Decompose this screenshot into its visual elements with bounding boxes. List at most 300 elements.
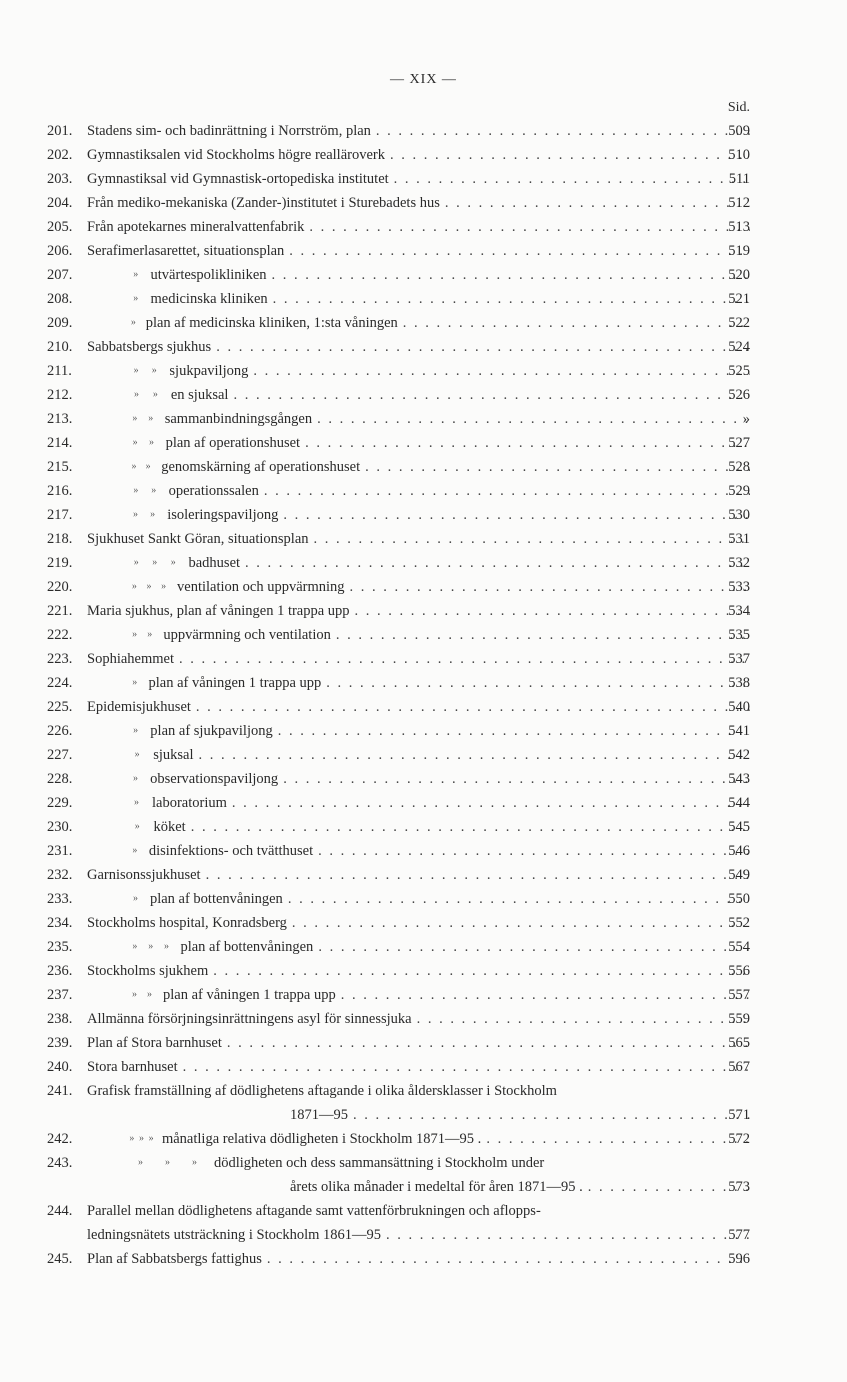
entry-content: [87, 671, 750, 695]
entry-number: 205.: [47, 219, 73, 235]
entry-number: 243.: [47, 1155, 73, 1171]
entry-number: 214.: [47, 435, 73, 451]
dot-leader: [318, 839, 750, 863]
toc-entry: [0, 311, 847, 335]
toc-entry: [0, 455, 847, 479]
entry-page: 527: [728, 435, 750, 451]
toc-entry: [0, 551, 847, 575]
toc-entry: [0, 1031, 847, 1055]
entry-title: plan af våningen 1 trappa upp: [163, 987, 336, 1003]
toc-entry-continuation: [0, 1175, 847, 1199]
toc-entry: [0, 479, 847, 503]
entry-content: [87, 1199, 750, 1223]
entry-number: 201.: [47, 123, 73, 139]
toc-entry: [0, 719, 847, 743]
entry-title: medicinska kliniken: [150, 291, 268, 307]
entry-content: [87, 215, 750, 239]
entry-number: 236.: [47, 963, 73, 979]
ditto-mark: »: [150, 509, 156, 520]
entry-title: plan af våningen 1 trappa upp: [148, 675, 322, 691]
dot-leader: [486, 1127, 750, 1151]
entry-page: 531: [728, 531, 750, 547]
toc-entry: [0, 1055, 847, 1079]
dot-leader: [179, 647, 750, 671]
ditto-mark: »: [152, 557, 158, 568]
entry-content: [87, 911, 750, 935]
ditto-mark: »: [133, 269, 139, 280]
entry-title: en sjuksal: [170, 387, 229, 403]
entry-content: [87, 119, 750, 143]
entry-number: 215.: [47, 459, 73, 475]
toc-entry: [0, 215, 847, 239]
entry-number: 216.: [47, 483, 73, 499]
dot-leader: [273, 287, 750, 311]
entry-number: 207.: [47, 267, 73, 283]
dot-leader: [317, 407, 750, 431]
toc-entry: [0, 743, 847, 767]
toc-entry: [0, 575, 847, 599]
dot-leader: [350, 575, 750, 599]
entry-content: [87, 959, 750, 983]
dot-leader: [445, 191, 750, 215]
toc-entry-continuation: [0, 1103, 847, 1127]
entry-title: observationspaviljong: [150, 771, 279, 787]
dot-leader: [191, 815, 750, 839]
entry-content: [87, 647, 750, 671]
entry-title: Grafisk framställning af dödlighetens aftagande i olika åldersklasser i Stockholm: [87, 1083, 557, 1099]
entry-title: Stockholms hospital, Konradsberg: [87, 915, 287, 931]
dot-leader: [386, 1223, 750, 1247]
entry-number: 203.: [47, 171, 73, 187]
entry-content: [87, 767, 750, 791]
entry-title: utvärtespolikliniken: [150, 267, 267, 283]
entry-title: Gymnastiksalen vid Stockholms högre realläroverk: [87, 147, 385, 163]
dot-leader: [216, 335, 750, 359]
toc-entry: [0, 431, 847, 455]
toc-entry: [0, 191, 847, 215]
ditto-mark: »: [148, 941, 154, 952]
entry-number: 206.: [47, 243, 73, 259]
entry-content: [87, 887, 750, 911]
entry-page: 532: [728, 555, 750, 571]
entry-title: plan af bottenvåningen: [149, 891, 283, 907]
toc-entry: [0, 887, 847, 911]
entry-number: 227.: [47, 747, 73, 763]
entry-page: 538: [728, 675, 750, 691]
entry-title: Garnisonssjukhuset: [87, 867, 201, 883]
entry-page: 557: [728, 987, 750, 1003]
entry-title: Plan af Stora barnhuset: [87, 1035, 222, 1051]
entry-title: Allmänna försörjningsinrättningens asyl för sinnessjuka: [87, 1011, 412, 1027]
dot-leader: [206, 863, 750, 887]
toc-entry: [0, 1151, 847, 1175]
dot-leader: [213, 959, 750, 983]
entry-page: 530: [728, 507, 750, 523]
dot-leader: [292, 911, 750, 935]
entry-number: 218.: [47, 531, 73, 547]
entry-title: plan af operationshuset: [165, 435, 301, 451]
entry-content: [87, 599, 750, 623]
entry-title: Parallel mellan dödlighetens aftagande samt vattenförbrukningen och aflopps-: [87, 1203, 541, 1219]
dot-leader: [417, 1007, 750, 1031]
entry-title: Epidemisjukhuset: [87, 699, 191, 715]
entry-title: uppvärmning och ventilation: [163, 627, 331, 643]
entry-number: 226.: [47, 723, 73, 739]
dot-leader: [326, 671, 750, 695]
dot-leader: [232, 791, 750, 815]
entry-content: [87, 455, 750, 479]
entry-title: månatliga relativa dödligheten i Stockholm 1871—95 .: [161, 1131, 482, 1147]
toc-entry: [0, 695, 847, 719]
toc-entry: [0, 167, 847, 191]
toc-entry: [0, 815, 847, 839]
entry-number: 238.: [47, 1011, 73, 1027]
entry-page: 537: [728, 651, 750, 667]
entry-title-continuation: ledningsnätets utsträckning i Stockholm 1861—95: [87, 1227, 382, 1243]
entry-page: 534: [728, 603, 750, 619]
entry-title: badhuset: [188, 555, 241, 571]
ditto-mark: »: [145, 461, 151, 472]
ditto-mark: »: [151, 365, 157, 376]
dot-leader: [341, 983, 750, 1007]
entry-title: Stockholms sjukhem: [87, 963, 209, 979]
entry-content: [87, 311, 750, 335]
toc-entry: [0, 1199, 847, 1223]
entry-content: [87, 263, 750, 287]
entry-content: [87, 359, 750, 383]
toc-entry: [0, 839, 847, 863]
entry-page: 573: [728, 1179, 750, 1195]
entry-title: Plan af Sabbatsbergs fattighus: [87, 1251, 262, 1267]
toc-entry: [0, 407, 847, 431]
entry-number: 204.: [47, 195, 73, 211]
entry-number: 231.: [47, 843, 73, 859]
toc-entry: [0, 983, 847, 1007]
entry-number: 202.: [47, 147, 73, 163]
entry-number: 217.: [47, 507, 73, 523]
entry-page: 546: [728, 843, 750, 859]
toc-entry: [0, 647, 847, 671]
entry-content: [87, 623, 750, 647]
entry-number: 222.: [47, 627, 73, 643]
entry-page: 543: [728, 771, 750, 787]
entry-content: [87, 383, 750, 407]
dot-leader: [365, 455, 750, 479]
dot-leader: [314, 527, 750, 551]
entry-title: Från mediko-mekaniska (Zander-)institutet i Sturebadets hus: [87, 195, 440, 211]
entry-page: 535: [728, 627, 750, 643]
entry-content: [87, 287, 750, 311]
entry-page: 565: [728, 1035, 750, 1051]
entry-content: [87, 1079, 750, 1103]
dot-leader: [305, 431, 750, 455]
entry-content: [87, 1223, 750, 1247]
ditto-mark: »: [165, 1157, 170, 1168]
entry-page: 554: [728, 939, 750, 955]
entry-content: [87, 479, 750, 503]
toc-entry: [0, 503, 847, 527]
entry-page: 559: [728, 1011, 750, 1027]
ditto-mark: »: [147, 629, 153, 640]
ditto-mark: »: [147, 989, 152, 1000]
entry-page: 544: [728, 795, 750, 811]
toc-entry: [0, 1079, 847, 1103]
ditto-mark: »: [132, 893, 138, 904]
entry-title: sjuksal: [153, 747, 194, 763]
entry-page: 549: [728, 867, 750, 883]
ditto-mark: »: [132, 413, 138, 424]
ditto-mark: »: [130, 317, 136, 328]
entry-content: [290, 1103, 750, 1127]
entry-title: Maria sjukhus, plan af våningen 1 trappa upp: [87, 603, 350, 619]
entry-title: Sjukhuset Sankt Göran, situationsplan: [87, 531, 309, 547]
entry-content: [87, 935, 750, 959]
entry-number: 245.: [47, 1251, 73, 1267]
entry-page: 572: [728, 1131, 750, 1147]
toc-entry: [0, 1247, 847, 1271]
entry-title-continuation: årets olika månader i medeltal för åren 1871—95 .: [290, 1179, 583, 1195]
ditto-mark: »: [133, 557, 139, 568]
entry-page: 533: [728, 579, 750, 595]
entry-title: Serafimerlasarettet, situationsplan: [87, 243, 285, 259]
toc-entry: [0, 143, 847, 167]
entry-content: [87, 815, 750, 839]
dot-leader: [267, 1247, 750, 1271]
ditto-mark: »: [131, 581, 137, 592]
entry-number: 239.: [47, 1035, 73, 1051]
entry-title: Stora barnhuset: [87, 1059, 178, 1075]
dot-leader: [288, 887, 750, 911]
dot-leader: [253, 359, 750, 383]
dot-leader: [289, 239, 750, 263]
entry-content: [87, 719, 750, 743]
toc-entry: [0, 239, 847, 263]
toc-entry: [0, 623, 847, 647]
entry-title: disinfektions- och tvätthuset: [148, 843, 314, 859]
dot-leader: [283, 767, 750, 791]
page-number: — XIX —: [390, 72, 457, 87]
entry-page: 567: [728, 1059, 750, 1075]
entry-page: 525: [728, 363, 750, 379]
toc-entry: [0, 1127, 847, 1151]
toc-entry: [0, 911, 847, 935]
entry-content: [87, 431, 750, 455]
toc-entry: [0, 263, 847, 287]
dot-leader: [403, 311, 750, 335]
entry-page: 520: [728, 267, 750, 283]
ditto-mark: »: [192, 1157, 197, 1168]
entry-title: plan af bottenvåningen: [180, 939, 314, 955]
ditto-mark: »: [134, 749, 140, 760]
entry-number: 235.: [47, 939, 73, 955]
ditto-mark: »: [133, 773, 139, 784]
entry-content: [87, 575, 750, 599]
entry-page: 528: [728, 459, 750, 475]
dot-leader: [278, 719, 750, 743]
entry-number: 230.: [47, 819, 73, 835]
entry-number: 240.: [47, 1059, 73, 1075]
entry-page: »: [742, 411, 750, 427]
entry-title: ventilation och uppvärmning: [177, 579, 345, 595]
entry-content: [87, 1151, 750, 1175]
ditto-mark: »: [134, 821, 140, 832]
dot-leader: [245, 551, 750, 575]
entry-title: Sabbatsbergs sjukhus: [87, 339, 212, 355]
entry-page: 510: [728, 147, 750, 163]
ditto-mark: »: [148, 1133, 154, 1144]
toc-entry: [0, 383, 847, 407]
entry-page: 529: [728, 483, 750, 499]
entry-title: Stadens sim- och badinrättning i Norrström, plan: [87, 123, 371, 139]
toc-entry: [0, 359, 847, 383]
dot-leader: [233, 383, 750, 407]
ditto-mark: »: [133, 389, 139, 400]
ditto-mark: »: [133, 485, 139, 496]
entry-content: [87, 1031, 750, 1055]
entry-content: [87, 239, 750, 263]
toc-entry: [0, 119, 847, 143]
toc-entry: [0, 599, 847, 623]
entry-number: 237.: [47, 987, 73, 1003]
toc-entry: [0, 767, 847, 791]
entry-page: 540: [728, 699, 750, 715]
ditto-mark: »: [151, 485, 157, 496]
dot-leader: [394, 167, 750, 191]
ditto-mark: »: [138, 1133, 144, 1144]
entry-content: [87, 167, 750, 191]
entry-content: [87, 503, 750, 527]
entry-content: [87, 1007, 750, 1031]
page-column-label: Sid.: [727, 100, 750, 115]
entry-page: 522: [728, 315, 750, 331]
entry-content: [87, 335, 750, 359]
entry-title: plan af sjukpaviljong: [150, 723, 273, 739]
entry-title: plan af medicinska kliniken, 1:sta våningen: [145, 315, 398, 331]
entry-page: 550: [728, 891, 750, 907]
entry-number: 244.: [47, 1203, 73, 1219]
entry-content: [87, 527, 750, 551]
entry-number: 208.: [47, 291, 73, 307]
ditto-mark: »: [133, 365, 139, 376]
entry-number: 241.: [47, 1083, 73, 1099]
entry-page: 552: [728, 915, 750, 931]
toc-entry: [0, 527, 847, 551]
dot-leader: [198, 743, 750, 767]
entry-title-continuation: 1871—95: [290, 1107, 348, 1123]
toc-entry-continuation: [0, 1223, 847, 1247]
ditto-mark: »: [146, 581, 152, 592]
entry-page: 509: [728, 123, 750, 139]
dot-leader: [183, 1055, 750, 1079]
entry-content: [87, 1055, 750, 1079]
entry-title: isoleringspaviljong: [167, 507, 279, 523]
dot-leader: [264, 479, 750, 503]
entry-page: 541: [728, 723, 750, 739]
ditto-mark: »: [161, 581, 167, 592]
entry-number: 213.: [47, 411, 73, 427]
entry-number: 225.: [47, 699, 73, 715]
entry-title: Sophiahemmet: [87, 651, 174, 667]
entry-content: [87, 143, 750, 167]
entry-number: 234.: [47, 915, 73, 931]
ditto-mark: »: [132, 629, 138, 640]
entry-number: 221.: [47, 603, 73, 619]
entry-page: 545: [728, 819, 750, 835]
ditto-mark: »: [133, 725, 139, 736]
entry-number: 219.: [47, 555, 73, 571]
entry-content: [87, 1247, 750, 1271]
entry-number: 242.: [47, 1131, 73, 1147]
entry-content: [87, 695, 750, 719]
toc-entry: [0, 287, 847, 311]
entry-title: dödligheten och dess sammansättning i Stockholm under: [214, 1155, 545, 1171]
entry-content: [290, 1175, 750, 1199]
entry-content: [87, 407, 750, 431]
entry-page: 513: [728, 219, 750, 235]
entry-page: 596: [728, 1251, 750, 1267]
entry-number: 210.: [47, 339, 73, 355]
dot-leader: [227, 1031, 750, 1055]
dot-leader: [353, 1103, 750, 1127]
entry-page: 577: [728, 1227, 750, 1243]
entry-number: 220.: [47, 579, 73, 595]
ditto-mark: »: [132, 437, 138, 448]
entry-content: [87, 791, 750, 815]
entry-number: 233.: [47, 891, 73, 907]
dot-leader: [376, 119, 750, 143]
ditto-mark: »: [132, 989, 137, 1000]
table-of-illustrations: [0, 119, 847, 1271]
entry-title: laboratorium: [151, 795, 227, 811]
entry-title: köket: [153, 819, 186, 835]
dot-leader: [355, 599, 750, 623]
entry-title: sammanbindningsgången: [164, 411, 313, 427]
entry-content: [87, 551, 750, 575]
entry-number: 212.: [47, 387, 73, 403]
entry-number: 232.: [47, 867, 73, 883]
toc-entry: [0, 959, 847, 983]
entry-number: 211.: [47, 363, 72, 379]
entry-page: 524: [728, 339, 750, 355]
ditto-mark: »: [129, 1133, 135, 1144]
ditto-mark: »: [138, 1157, 143, 1168]
ditto-mark: »: [148, 413, 154, 424]
ditto-mark: »: [131, 461, 137, 472]
entry-title: sjukpaviljong: [169, 363, 249, 379]
entry-content: [87, 1127, 750, 1151]
entry-number: 209.: [47, 315, 73, 331]
ditto-mark: »: [133, 293, 139, 304]
entry-page: 556: [728, 963, 750, 979]
entry-content: [87, 863, 750, 887]
entry-content: [87, 743, 750, 767]
ditto-mark: »: [148, 437, 154, 448]
ditto-mark: »: [164, 941, 170, 952]
entry-content: [87, 191, 750, 215]
entry-page: 511: [728, 171, 750, 187]
toc-entry: [0, 791, 847, 815]
entry-number: 223.: [47, 651, 73, 667]
dot-leader: [390, 143, 750, 167]
entry-page: 542: [728, 747, 750, 763]
entry-page: 519: [728, 243, 750, 259]
dot-leader: [336, 623, 750, 647]
ditto-mark: »: [132, 941, 138, 952]
entry-number: 228.: [47, 771, 73, 787]
toc-entry: [0, 671, 847, 695]
entry-title: genomskärning af operationshuset: [161, 459, 361, 475]
entry-title: Gymnastiksal vid Gymnastisk-ortopediska institutet: [87, 171, 389, 187]
